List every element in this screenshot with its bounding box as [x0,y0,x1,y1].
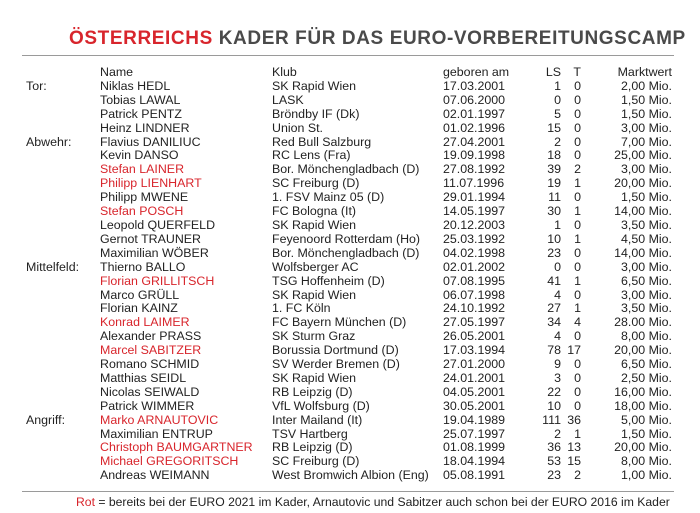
table-row [26,275,672,289]
title-rest: KADER FÜR DAS EURO-VORBEREITUNGSCAMP [218,28,686,49]
player-goals: 0 [574,106,581,121]
player-club: LASK [272,92,304,107]
position-label [26,469,100,483]
player-name: Flavius DANILIUC [100,134,201,149]
position-label [26,191,100,205]
player-goals: 0 [574,92,581,107]
player-birthdate: 19.09.1998 [443,148,506,163]
table-row [26,386,672,400]
player-market-value: 1,00 Mio. [621,468,672,483]
position-label [26,441,100,455]
position-label [26,302,100,316]
player-birthdate: 27.08.1992 [443,162,506,177]
table-row [26,136,672,150]
table-row [26,302,672,316]
player-birthdate: 26.05.2001 [443,329,506,344]
table-row [26,233,672,247]
player-club: VfL Wolfsburg (D) [272,398,370,413]
position-label [26,400,100,414]
table-row [26,261,672,275]
player-name: Marcel SABITZER [100,343,202,358]
player-market-value: 20,00 Mio. [614,176,672,191]
player-birthdate: 01.02.1996 [443,120,506,135]
position-label [26,372,100,386]
player-goals: 0 [574,245,581,260]
position-label [26,386,100,400]
player-club: Wolfsberger AC [272,259,359,274]
player-goals: 0 [574,148,581,163]
player-market-value: 3,50 Mio. [621,217,672,232]
position-label [26,233,100,247]
player-goals: 0 [574,384,581,399]
player-name: Patrick PENTZ [100,106,182,121]
player-name: Marko ARNAUTOVIC [100,412,219,427]
player-name: Stefan LAINER [100,162,185,177]
player-birthdate: 27.01.2000 [443,357,506,372]
player-birthdate: 02.01.2002 [443,259,506,274]
player-caps: 2 [554,426,561,441]
table-row [26,400,672,414]
player-caps: 23 [547,468,561,483]
player-club: Union St. [272,120,323,135]
player-name: Niklas HEDL [100,78,171,93]
player-caps: 22 [547,384,561,399]
player-caps: 10 [547,398,561,413]
squad-table [26,66,672,483]
player-goals: 15 [567,454,581,469]
player-goals: 0 [574,287,581,302]
player-market-value: 25,00 Mio. [614,148,672,163]
player-market-value: 3,00 Mio. [621,120,672,135]
player-club: SC Freiburg (D) [272,176,360,191]
table-row [26,205,672,219]
position-label [26,163,100,177]
table-row [26,149,672,163]
table-row [26,122,672,136]
header-t: T [573,65,581,79]
player-market-value: 5,00 Mio. [621,412,672,427]
player-birthdate: 24.10.1992 [443,301,506,316]
table-header-row [26,66,672,80]
player-goals: 4 [574,315,581,330]
player-birthdate: 04.05.2001 [443,384,506,399]
player-birthdate: 14.05.1997 [443,204,506,219]
player-goals: 36 [567,412,581,427]
player-name: Philipp MWENE [100,190,189,205]
player-birthdate: 27.04.2001 [443,134,506,149]
player-goals: 0 [574,370,581,385]
player-caps: 4 [554,287,561,302]
player-club: SV Werder Bremen (D) [272,357,400,372]
player-birthdate: 25.07.1997 [443,426,506,441]
player-market-value: 20,00 Mio. [614,440,672,455]
player-club: RB Leipzig (D) [272,384,353,399]
player-name: Andreas WEIMANN [100,468,210,483]
title-highlight: ÖSTERREICHS [69,28,213,49]
player-rows [26,80,672,483]
player-caps: 111 [542,412,561,427]
player-club: 1. FC Köln [272,301,331,316]
player-caps: 36 [547,440,561,455]
player-market-value: 3,00 Mio. [621,162,672,177]
header-born: geboren am [443,65,510,79]
player-goals: 2 [574,468,581,483]
player-caps: 41 [547,273,561,288]
player-caps: 9 [554,357,561,372]
player-goals: 1 [574,231,581,246]
player-caps: 19 [547,176,561,191]
player-birthdate: 01.08.1999 [443,440,506,455]
player-caps: 10 [547,231,561,246]
player-name: Alexander PRASS [100,329,202,344]
player-name: Michael GREGORITSCH [100,454,239,469]
player-name: Heinz LINDNER [100,120,190,135]
player-club: Inter Mailand (It) [272,412,363,427]
player-market-value: 2,50 Mio. [621,370,672,385]
player-club: 1. FSV Mainz 05 (D) [272,190,385,205]
table-row [26,177,672,191]
player-name: Nicolas SEIWALD [100,384,200,399]
player-caps: 5 [554,106,561,121]
player-birthdate: 20.12.2003 [443,217,506,232]
player-birthdate: 17.03.2001 [443,78,506,93]
player-name: Gernot TRAUNER [100,231,201,246]
header-value: Marktwert [617,65,672,79]
position-label [26,122,100,136]
player-name: Kevin DANSO [100,148,179,163]
position-label: Mittelfeld: [26,259,80,274]
position-label [26,428,100,442]
table-row [26,191,672,205]
player-market-value: 7,00 Mio. [621,134,672,149]
player-market-value: 16,00 Mio. [614,384,672,399]
player-goals: 0 [574,190,581,205]
player-club: RC Lens (Fra) [272,148,351,163]
position-label [26,219,100,233]
player-birthdate: 29.01.1994 [443,190,506,205]
player-club: TSG Hoffenheim (D) [272,273,385,288]
position-label [26,108,100,122]
player-birthdate: 11.07.1996 [443,176,505,191]
table-row [26,372,672,386]
player-market-value: 28.00 Mio. [614,315,672,330]
position-label [26,455,100,469]
table-row [26,469,672,483]
player-goals: 0 [574,134,581,149]
position-label [26,247,100,261]
player-caps: 34 [547,315,561,330]
table-row [26,108,672,122]
table-row [26,428,672,442]
position-label [26,330,100,344]
player-market-value: 1,50 Mio. [621,106,672,121]
player-name: Konrad LAIMER [100,315,190,330]
position-label: Tor: [26,78,47,93]
table-row [26,219,672,233]
legend-red-label: Rot [76,495,95,509]
player-name: Marco GRÜLL [100,287,180,302]
table-row [26,80,672,94]
bottom-divider [22,491,674,492]
player-market-value: 8,00 Mio. [621,329,672,344]
player-club: FC Bayern München (D) [272,315,407,330]
player-caps: 27 [547,301,561,316]
player-birthdate: 17.03.1994 [443,343,506,358]
position-label [26,344,100,358]
table-row [26,344,672,358]
table-row [26,289,672,303]
position-label [26,275,100,289]
player-name: Romano SCHMID [100,357,200,372]
player-goals: 1 [574,426,581,441]
player-market-value: 14,00 Mio. [614,204,672,219]
player-name: Matthias SEIDL [100,370,187,385]
player-birthdate: 24.01.2001 [443,370,506,385]
player-birthdate: 30.05.2001 [443,398,506,413]
player-caps: 18 [547,148,561,163]
position-label [26,177,100,191]
position-label [26,149,100,163]
player-birthdate: 07.06.2000 [443,92,506,107]
player-market-value: 1,50 Mio. [621,190,672,205]
player-name: Florian GRILLITSCH [100,273,215,288]
position-label [26,289,100,303]
table-row [26,455,672,469]
table-row [26,414,672,428]
player-birthdate: 05.08.1991 [443,468,506,483]
player-caps: 1 [554,78,561,93]
player-club: SK Rapid Wien [272,78,357,93]
table-row [26,358,672,372]
player-caps: 11 [548,190,561,205]
player-club: Feyenoord Rotterdam (Ho) [272,231,421,246]
player-club: TSV Hartberg [272,426,348,441]
player-market-value: 1,50 Mio. [621,426,672,441]
top-divider [22,55,674,56]
table-row [26,247,672,261]
legend-text: = bereits bei der EURO 2021 im Kader, Arnautovic und Sabitzer auch schon bei der EURO 2016 im Kader [94,495,670,509]
player-goals: 0 [574,259,581,274]
table-row [26,441,672,455]
position-label: Angriff: [26,412,66,427]
header-name: Name [100,65,134,79]
player-club: Red Bull Salzburg [272,134,372,149]
header-ls: LS [545,65,561,79]
player-caps: 53 [547,454,561,469]
player-name: Florian KAINZ [100,301,178,316]
position-label [26,358,100,372]
player-market-value: 1,50 Mio. [621,92,672,107]
player-goals: 0 [574,120,581,135]
legend-note [76,495,670,509]
player-goals: 0 [574,398,581,413]
player-club: SK Rapid Wien [272,370,357,385]
player-caps: 23 [547,245,561,260]
player-club: SK Rapid Wien [272,287,357,302]
player-club: Borussia Dortmund (D) [272,343,399,358]
player-goals: 1 [574,204,581,219]
player-goals: 2 [574,162,581,177]
player-birthdate: 18.04.1994 [443,454,506,469]
player-club: Bor. Mönchengladbach (D) [272,245,420,260]
player-birthdate: 19.04.1989 [443,412,506,427]
player-caps: 3 [554,370,561,385]
header-position [26,66,100,80]
player-goals: 0 [574,329,581,344]
player-club: RB Leipzig (D) [272,440,353,455]
player-market-value: 2,00 Mio. [621,78,672,93]
player-market-value: 14,00 Mio. [614,245,672,260]
player-name: Maximilian ENTRUP [100,426,213,441]
player-caps: 0 [554,92,561,107]
player-caps: 0 [554,259,561,274]
position-label [26,316,100,330]
player-market-value: 18,00 Mio. [614,398,672,413]
player-goals: 13 [567,440,581,455]
player-club: FC Bologna (It) [272,204,357,219]
player-caps: 4 [554,329,561,344]
player-market-value: 6,50 Mio. [621,273,672,288]
player-goals: 0 [574,357,581,372]
player-name: Thierno BALLO [100,259,186,274]
position-label [26,94,100,108]
position-label [26,205,100,219]
player-club: SC Freiburg (D) [272,454,360,469]
player-market-value: 8,00 Mio. [621,454,672,469]
player-caps: 30 [547,204,561,219]
player-caps: 2 [554,134,561,149]
player-name: Philipp LIENHART [100,176,202,191]
player-birthdate: 25.03.1992 [443,231,506,246]
player-club: Bor. Mönchengladbach (D) [272,162,420,177]
player-market-value: 3,00 Mio. [621,287,672,302]
player-name: Leopold QUERFELD [100,217,216,232]
header-club: Klub [272,65,297,79]
player-caps: 1 [554,217,561,232]
player-goals: 0 [574,78,581,93]
player-market-value: 4,50 Mio. [621,231,672,246]
player-goals: 1 [574,176,581,191]
player-birthdate: 06.07.1998 [443,287,506,302]
player-name: Christoph BAUMGARTNER [100,440,253,455]
player-market-value: 3,50 Mio. [621,301,672,316]
player-club: Bröndby IF (Dk) [272,106,360,121]
player-goals: 17 [567,343,581,358]
player-market-value: 6,50 Mio. [621,357,672,372]
player-birthdate: 04.02.1998 [443,245,506,260]
player-name: Maximilian WÖBER [100,245,209,260]
table-row [26,94,672,108]
player-birthdate: 27.05.1997 [443,315,506,330]
player-name: Stefan POSCH [100,204,184,219]
page-title [69,28,686,50]
table-row [26,163,672,177]
player-club: West Bromwich Albion (Eng) [272,468,429,483]
player-goals: 1 [574,273,581,288]
player-caps: 78 [547,343,561,358]
player-name: Tobias LAWAL [100,92,181,107]
player-birthdate: 02.01.1997 [443,106,506,121]
player-goals: 0 [574,217,581,232]
player-caps: 15 [547,120,561,135]
player-caps: 39 [547,162,561,177]
table-row [26,330,672,344]
player-birthdate: 07.08.1995 [443,273,506,288]
player-club: SK Rapid Wien [272,217,357,232]
player-goals: 1 [574,301,581,316]
table-row [26,316,672,330]
player-name: Patrick WIMMER [100,398,195,413]
player-club: SK Sturm Graz [272,329,356,344]
player-market-value: 20,00 Mio. [614,343,672,358]
position-label: Abwehr: [26,134,72,149]
player-market-value: 3,00 Mio. [621,259,672,274]
